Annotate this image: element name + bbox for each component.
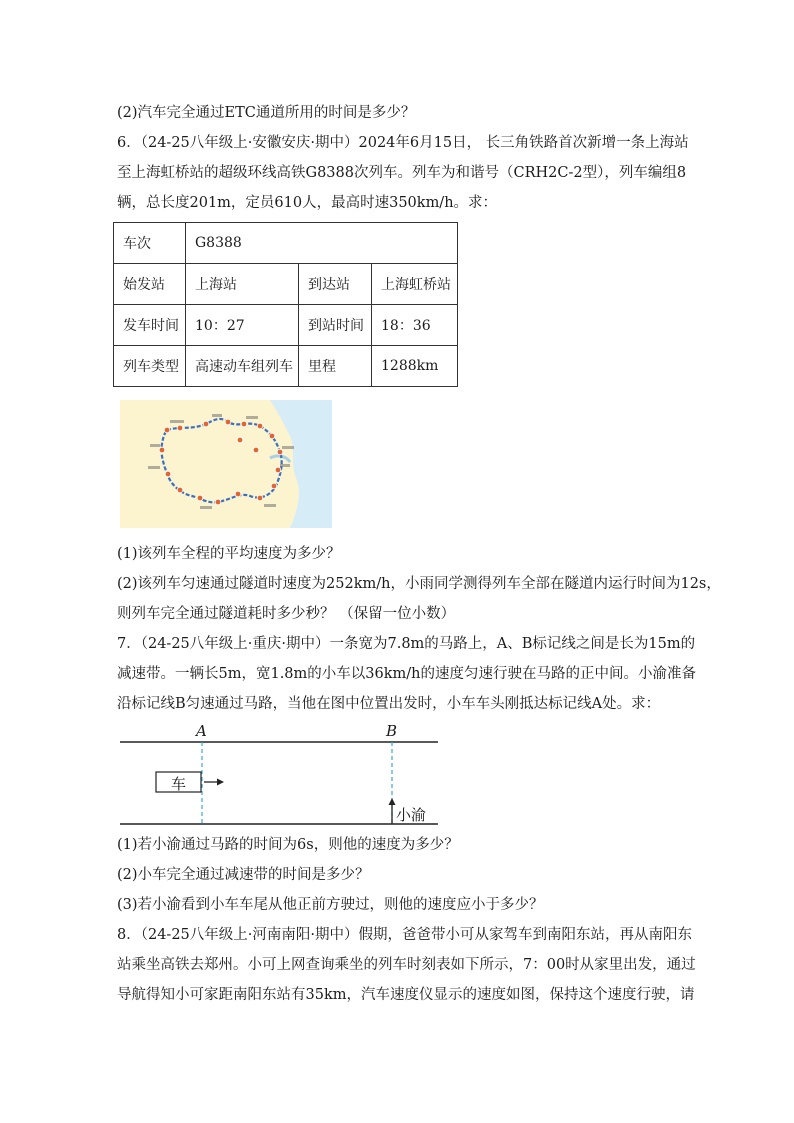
road-diagram (120, 722, 440, 826)
question-6-intro-line-3: 辆，总长度201m，定员610人，最高时速350km/h。求： (117, 195, 498, 211)
question-8-intro-line-2: 站乘坐高铁去郑州。小可上网查询乘坐的列车时刻表如下所示，7：00时从家里出发，通过 (117, 957, 696, 973)
table-row (114, 264, 458, 305)
marker-a-label: A (196, 722, 207, 740)
railway-map-graphic (120, 400, 332, 528)
table-cell: 发车时间 (114, 305, 186, 346)
table-cell: 上海虹桥站 (372, 264, 458, 305)
table-cell: 10：27 (186, 305, 299, 346)
table-cell: 1288km (372, 346, 458, 387)
question-6-intro-line-1: 6．（24-25八年级上·安徽安庆·期中）2024年6月15日， 长三角铁路首次新增一条上海站 (117, 135, 689, 151)
question-5-part-2: (2)汽车完全通过ETC通道所用的时间是多少？ (117, 105, 416, 121)
question-6-intro-line-2: 至上海虹桥站的超级环线高铁G8388次列车。列车为和谐号（CRH2C-2型），列车编组8 (117, 165, 687, 181)
question-7-part-3: (3)若小渝看到小车车尾从他正前方驶过，则他的速度应小于多少？ (117, 897, 544, 913)
table-cell: 上海站 (186, 264, 299, 305)
table-cell: 到达站 (299, 264, 372, 305)
table-cell: 车次 (114, 223, 186, 264)
question-6-part-1: (1)该列车全程的平均速度为多少？ (117, 546, 341, 562)
car-label: 车 (171, 775, 187, 793)
question-6-part-2-line-1: (2)该列车匀速通过隧道时速度为252km/h，小雨同学测得列车全部在隧道内运行时间为12s， (117, 576, 721, 592)
train-timetable (113, 222, 458, 387)
question-7-intro-line-3: 沿标记线B匀速通过马路，当他在图中位置出发时，小车车头刚抵达标记线A处。求： (117, 696, 661, 712)
table-cell: 18：36 (372, 305, 458, 346)
table-cell: 里程 (299, 346, 372, 387)
table-row (114, 223, 458, 264)
question-8-intro-line-1: 8．（24-25八年级上·河南南阳·期中）假期，爸爸带小可从家驾车到南阳东站，再从南阳东 (117, 927, 692, 943)
question-7-part-1: (1)若小渝通过马路的时间为6s，则他的速度为多少？ (117, 837, 459, 853)
table-cell: 始发站 (114, 264, 186, 305)
marker-b-label: B (386, 722, 398, 740)
question-6-part-2-line-2: 则列车完全通过隧道耗时多少秒？ （保留一位小数） (117, 606, 456, 622)
table-row (114, 305, 458, 346)
question-7-intro-line-1: 7．（24-25八年级上·重庆·期中）一条宽为7.8m的马路上，A、B标记线之间是长为15m的 (117, 636, 696, 652)
table-cell: G8388 (186, 223, 458, 264)
table-cell: 到站时间 (299, 305, 372, 346)
question-7-intro-line-2: 减速带。一辆长5m，宽1.8m的小车以36km/h的速度匀速行驶在马路的正中间。小渝准备 (117, 666, 696, 682)
table-cell: 列车类型 (114, 346, 186, 387)
question-7-part-2: (2)小车完全通过减速带的时间是多少？ (117, 867, 370, 883)
railway-loop-map (120, 400, 332, 528)
table-row (114, 346, 458, 387)
question-8-intro-line-3: 导航得知小可家距南阳东站有35km，汽车速度仪显示的速度如图，保持这个速度行驶，请 (117, 987, 695, 1003)
pedestrian-label: 小渝 (396, 806, 427, 824)
table-cell: 高速动车组列车 (186, 346, 299, 387)
